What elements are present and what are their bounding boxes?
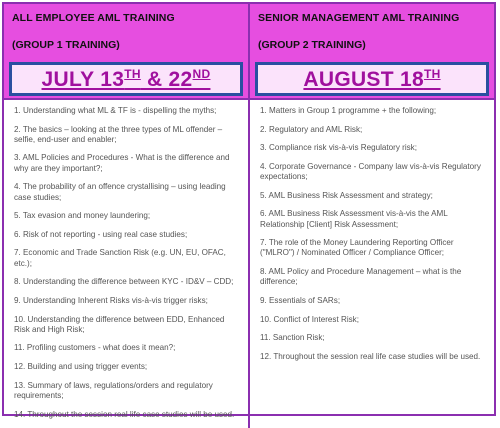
topic-item: 13. Summary of laws, regulations/orders and regulatory requirements; [14,380,213,400]
topic-item: 12. Building and using trigger events; [14,362,148,372]
group2-topic-list [250,100,494,362]
group2-title: SENIOR MANAGEMENT AML TRAINING [258,12,460,24]
topic-item: 9. Essentials of SARs; [260,295,341,305]
group1-topic-list [4,100,248,420]
topic-item: 1. Matters in Group 1 programme + the following; [260,106,437,115]
group2-column [250,4,494,428]
topic-item: 4. Corporate Governance - Company law vis-à-vis Regulatory expectations; [260,161,481,182]
group1-header [4,4,248,100]
topic-item: 3. Compliance risk vis-à-vis Regulatory risk; [260,143,417,153]
topic-item: 1. Understanding what ML & TF is - dispelling the myths; [14,106,217,115]
topic-item: 8. AML Policy and Procedure Management – what is the difference; [260,267,462,287]
topic-item: 9. Understanding Inherent Risks vis-à-vis trigger risks; [14,295,208,305]
topic-item: 6. AML Business Risk Assessment vis-à-vis the AML Relationship [Client] Risk Assessment; [260,209,448,229]
topic-item: 8. Understanding the difference between KYC - ID&V – CDD; [14,277,234,287]
group2-subtitle: (GROUP 2 TRAINING) [258,39,366,51]
topic-item: 7. Economic and Trade Sanction Risk (e.g. UN, EU, OFAC, etc.); [14,248,226,268]
topic-item: 2. The basics – looking at the three types of ML offender – selfie, end-user and enabler; [14,124,223,144]
topic-item: 7. The role of the Money Laundering Reporting Officer ("MLRO") / Nominated Officer / Compliance Officer; [260,238,454,258]
group1-title: ALL EMPLOYEE AML TRAINING [12,12,175,24]
topic-item: 11. Sanction Risk; [260,333,325,343]
topic-item: 14. Throughout the session real life case studies will be used. [14,409,235,419]
topic-item: 11. Profiling customers - what does it mean?; [14,343,176,353]
topic-item: 10. Understanding the difference between EDD, Enhanced Risk and High Risk; [14,314,225,334]
group1-subtitle: (GROUP 1 TRAINING) [12,39,120,51]
topic-item: 10. Conflict of Interest Risk; [260,314,359,324]
topic-item: 3. AML Policies and Procedures - What is the difference and why are they important?; [14,153,230,173]
topic-item: 2. Regulatory and AML Risk; [260,124,363,134]
training-table [2,2,496,419]
group2-header [250,4,494,100]
topic-item: 5. AML Business Risk Assessment and strategy; [260,190,433,200]
topic-item: 12. Throughout the session real life case studies will be used. [260,351,481,361]
topic-item: 5. Tax evasion and money laundering; [14,211,151,221]
group1-column [4,4,250,428]
group2-date-box [255,62,489,96]
group2-date: AUGUST 18TH [303,66,441,91]
topic-item: 6. Risk of not reporting - using real case studies; [14,229,188,239]
group1-date: JULY 13TH & 22ND [41,66,211,91]
group1-date-box [9,62,243,96]
topic-item: 4. The probability of an offence crystallising – using leading case studies; [14,182,226,202]
